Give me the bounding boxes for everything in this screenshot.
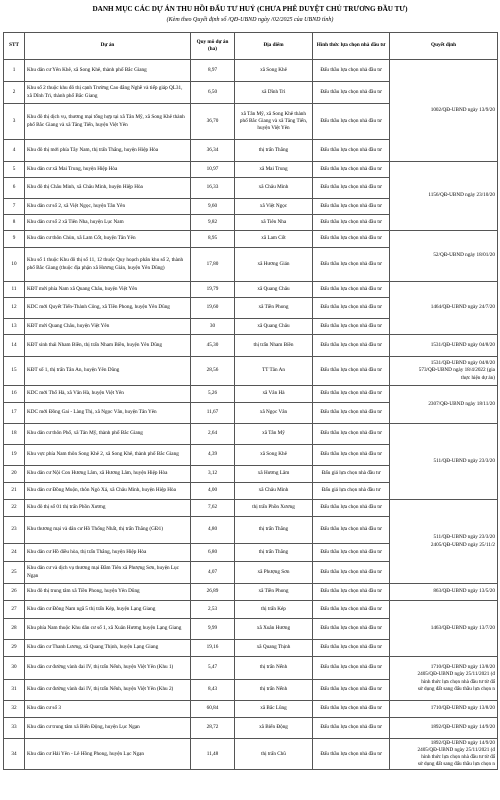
row-location: xã Hương Lâm — [235, 466, 313, 483]
row-area: 9,99 — [191, 619, 235, 640]
row-project: Khu phía Nam thuộc Khu dân cư số 1, xã Xuân Hương huyện Lạng Giang — [25, 619, 191, 640]
decision-text: 1531/QĐ-UBND ngày 04/8/20 — [430, 341, 495, 348]
table-row — [4, 424, 498, 445]
row-location: xã Lam Cốt — [235, 231, 313, 248]
row-project: Khu dân cư số 2 xã Tiên Nha, huyện Lục Nam — [25, 215, 191, 231]
row-method: Đấu thầu lựa chọn nhà đầu tư — [313, 680, 390, 701]
row-location: xã Quang Châu — [235, 319, 313, 335]
document-subtitle: (Kèm theo Quyết định số /QĐ-UBND ngày /02/2025 của UBND tỉnh) — [166, 17, 334, 23]
row-location: thị trấn Nếnh — [235, 680, 313, 701]
row-method: Đấu thầu lựa chọn nhà đầu tư — [313, 178, 390, 199]
row-area: 8,95 — [191, 231, 235, 248]
row-area: 28,56 — [191, 357, 235, 386]
row-project: KDC mới Quyết Tiến-Thành Công, xã Tiền Phong, huyện Yên Dũng — [25, 298, 191, 319]
row-stt: 10 — [4, 248, 25, 282]
decision-text: 1464/QĐ-UBND ngày 24/7/20 — [430, 304, 495, 311]
row-area: 6,80 — [191, 544, 235, 562]
row-area: 7,62 — [191, 500, 235, 517]
row-project: Khu dân cư Đồng Muộn, thôn Ngò Xá, xã Châu Minh, huyện Hiệp Hòa — [25, 483, 191, 500]
decision-text: 1156/QĐ-UBND ngày 23/10/20 — [428, 192, 495, 199]
row-area: 30 — [191, 319, 235, 335]
row-method: Đấu thầu lựa chọn nhà đầu tư — [313, 424, 390, 445]
row-project: Khu dân cư số 2, xã Việt Ngọc, huyện Tân Yên — [25, 199, 191, 215]
decision-text: 1531/QĐ-UBND ngày 04/8/20 573/QĐ-UBND ngày 18/4/2022 (gia thực hiện dự án) — [418, 360, 495, 381]
row-method: Đấu thầu lựa chọn nhà đầu tư — [313, 248, 390, 282]
row-method: Đấu thầu lựa chọn nhà đầu tư — [313, 298, 390, 319]
row-location: xã Song Khê — [235, 60, 313, 82]
row-method: Đấu thầu lựa chọn nhà đầu tư — [313, 619, 390, 640]
row-area: 2,53 — [191, 601, 235, 619]
row-location: xã Xuân Hương — [235, 619, 313, 640]
row-project: Khu đô thị trung tâm xã Tiền Phong, huyện Yên Dũng — [25, 584, 191, 601]
col-header-method: Hình thức lựa chọn nhà đầu tư — [313, 33, 390, 60]
row-area: 17,80 — [191, 248, 235, 282]
decision-text: 1710/QĐ-UBND ngày 13/8/20 2405/QĐ-UBND ngày 25/11/2021 (đ hình thức lựa chọn nhà đầu tư từ đấ sử dụng đất sang đấu thầu lựa chọn n — [417, 664, 495, 692]
row-stt: 28 — [4, 619, 25, 640]
col-header-stt: STT — [4, 33, 25, 60]
row-method: Đấu giá lựa chọn nhà đầu tư — [313, 466, 390, 483]
row-project: Khu dân cư và dịch vụ thương mại Đầm Tiên xã Phượng Sơn, huyện Lục Ngạn — [25, 562, 191, 584]
decision-text: 1710/QĐ-UBND ngày 13/8/20 — [430, 705, 495, 712]
row-decision — [390, 601, 498, 657]
row-method: Đấu thầu lựa chọn nhà đầu tư — [313, 335, 390, 357]
row-stt: 20 — [4, 466, 25, 483]
row-location: xã Mai Trung — [235, 162, 313, 178]
row-location: thị trấn Kép — [235, 601, 313, 619]
row-area: 9,82 — [191, 215, 235, 231]
row-stt: 1 — [4, 60, 25, 82]
row-stt: 9 — [4, 231, 25, 248]
decision-text: 511/QĐ-UBND ngày 23/3/20 2405/QĐ-UBND ngày 25/11/2 — [430, 534, 495, 548]
row-stt: 30 — [4, 657, 25, 680]
row-stt: 11 — [4, 282, 25, 298]
table-row — [4, 60, 498, 82]
table-row — [4, 162, 498, 178]
row-location: xã Phượng Sơn — [235, 562, 313, 584]
row-area: 16,33 — [191, 178, 235, 199]
row-method: Đấu thầu lựa chọn nhà đầu tư — [313, 282, 390, 298]
row-location: xã Song Khê — [235, 445, 313, 466]
row-project: Khu dân cư Đông Nam ngã 5 thị trấn Kép, huyện Lạng Giang — [25, 601, 191, 619]
row-method: Đấu thầu lựa chọn nhà đầu tư — [313, 601, 390, 619]
table-row — [4, 231, 498, 248]
row-method: Đấu thầu lựa chọn nhà đầu tư — [313, 82, 390, 104]
row-location: thị trấn Thắng — [235, 517, 313, 544]
row-decision — [390, 335, 498, 357]
row-location: xã Tân Mỹ, xã Song Khê thành phố Bắc Giang và xã Tăng Tiến, huyện Việt Yên — [235, 104, 313, 140]
row-decision — [390, 739, 498, 770]
row-method: Đấu thầu lựa chọn nhà đầu tư — [313, 739, 390, 770]
row-stt: 5 — [4, 162, 25, 178]
row-decision — [390, 718, 498, 739]
row-project: Khu dân cư số 3 — [25, 701, 191, 718]
row-location: xã Hương Gián — [235, 248, 313, 282]
row-method: Đấu thầu lựa chọn nhà đầu tư — [313, 445, 390, 466]
row-stt: 29 — [4, 640, 25, 657]
row-stt: 14 — [4, 335, 25, 357]
row-area: 6,50 — [191, 82, 235, 104]
row-location: TT Tân An — [235, 357, 313, 386]
row-area: 10,97 — [191, 162, 235, 178]
row-stt: 32 — [4, 701, 25, 718]
row-area: 45,30 — [191, 335, 235, 357]
row-decision — [390, 584, 498, 601]
row-project: KDC mới Đồng Gai - Làng Thị, xã Ngọc Vân, huyện Tân Yên — [25, 403, 191, 424]
row-project: Khu dân cư thôn Chùn, xã Lam Cốt, huyện Tân Yên — [25, 231, 191, 248]
row-project: KĐT số 1, thị trấn Tân An, huyện Yên Dũng — [25, 357, 191, 386]
row-project: Khu thương mại và dân cư Hồ Thống Nhất, thị trấn Thắng (GĐ1) — [25, 517, 191, 544]
row-method: Đấu thầu lựa chọn nhà đầu tư — [313, 357, 390, 386]
row-stt: 18 — [4, 424, 25, 445]
row-project: Khu đô thị số 01 thị trấn Phồn Xương — [25, 500, 191, 517]
decision-text: 863/QĐ-UBND ngày 13/5/20 — [433, 588, 495, 595]
decision-text: 1892/QĐ-UBND ngày 14/9/20 2405/QĐ-UBND ngày 25/11/2021 (đ hình thức lựa chọn nhà đầu tư từ đấ sử dụng đất sang đấu thầu lựa chọn n — [417, 740, 495, 768]
row-area: 5,26 — [191, 386, 235, 403]
row-method: Đấu thầu lựa chọn nhà đầu tư — [313, 231, 390, 248]
row-area: 28,72 — [191, 718, 235, 739]
decision-text: 1463/QĐ-UBND ngày 13/7/20 — [430, 624, 495, 631]
row-project: Khu dân cư Thanh Lương, xã Quang Thịnh, huyện Lạng Giang — [25, 640, 191, 657]
row-method: Đấu thầu lựa chọn nhà đầu tư — [313, 500, 390, 517]
row-location: xã Quang Châu — [235, 282, 313, 298]
row-stt: 33 — [4, 718, 25, 739]
row-location: thị trấn Nếnh — [235, 657, 313, 680]
row-location: xã Bắc Lũng — [235, 701, 313, 718]
row-location: xã Tân Mỹ — [235, 424, 313, 445]
row-stt: 22 — [4, 500, 25, 517]
row-method: Đấu thầu lựa chọn nhà đầu tư — [313, 104, 390, 140]
row-project: KĐT sinh thái Nham Biền, thị trấn Nham Biền, huyện Yên Dũng — [25, 335, 191, 357]
row-stt: 24 — [4, 544, 25, 562]
row-location: thị trấn Nham Biền — [235, 335, 313, 357]
row-method: Đấu thầu lựa chọn nhà đầu tư — [313, 701, 390, 718]
row-area: 36,34 — [191, 140, 235, 162]
row-method: Đấu thầu lựa chọn nhà đầu tư — [313, 403, 390, 424]
row-project: Khu số 1 thuộc Khu đô thị số 11, 12 thuộc Quy hoạch phân khu số 2, thành phố Bắc Giang (thuộc địa phận xã Hương Gián, huyện Yên Dũng) — [25, 248, 191, 282]
row-method: Đấu thầu lựa chọn nhà đầu tư — [313, 215, 390, 231]
row-stt: 13 — [4, 319, 25, 335]
row-project: Khu đô thị mới phía Tây Nam, thị trấn Thắng, huyện Hiệp Hòa — [25, 140, 191, 162]
decision-text: 52/QĐ-UBND ngày 18/01/20 — [433, 252, 495, 259]
row-area: 8,97 — [191, 60, 235, 82]
row-method: Đấu thầu lựa chọn nhà đầu tư — [313, 386, 390, 403]
row-area: 8,43 — [191, 680, 235, 701]
row-project: KĐT mới Quang Châu, huyện Việt Yên — [25, 319, 191, 335]
row-method: Đấu thầu lựa chọn nhà đầu tư — [313, 584, 390, 601]
row-location: xã Quang Thịnh — [235, 640, 313, 657]
table-row — [4, 335, 498, 357]
document-header — [0, 0, 500, 30]
row-location: xã Châu Minh — [235, 178, 313, 199]
row-location: thị trấn Chũ — [235, 739, 313, 770]
row-location: xã Biển Động — [235, 718, 313, 739]
row-decision — [390, 162, 498, 231]
row-area: 4,39 — [191, 445, 235, 466]
row-decision — [390, 701, 498, 718]
row-area: 26,89 — [191, 584, 235, 601]
row-area: 4,07 — [191, 562, 235, 584]
table-row — [4, 657, 498, 680]
table-row — [4, 282, 498, 298]
row-project: Khu đô thị Châu Minh, xã Châu Minh, huyện Hiệp Hòa — [25, 178, 191, 199]
row-method: Đấu thầu lựa chọn nhà đầu tư — [313, 640, 390, 657]
decision-text: 1002/QĐ-UBND ngày 13/9/20 — [430, 106, 495, 113]
row-method: Đấu thầu lựa chọn nhà đầu tư — [313, 60, 390, 82]
row-location: xã Vân Hà — [235, 386, 313, 403]
row-stt: 4 — [4, 140, 25, 162]
row-area: 60,84 — [191, 701, 235, 718]
table-row — [4, 357, 498, 386]
decision-text: 511/QĐ-UBND ngày 23/3/20 — [433, 457, 495, 464]
project-table — [3, 32, 498, 770]
row-method: Đấu thầu lựa chọn nhà đầu tư — [313, 562, 390, 584]
row-project: KDC mới Thổ Hà, xã Vân Hà, huyện Việt Yên — [25, 386, 191, 403]
row-stt: 17 — [4, 403, 25, 424]
row-project: Khu dân cư xã Mai Trung, huyện Hiệp Hòa — [25, 162, 191, 178]
row-area: 36,70 — [191, 104, 235, 140]
row-decision — [390, 424, 498, 500]
row-stt: 3 — [4, 104, 25, 140]
document-title: DANH MỤC CÁC DỰ ÁN THU HỒI ĐẤU TƯ HUỶ (CHƯA PHÊ DUYỆT CHỦ TRƯƠNG ĐẦU TƯ) — [92, 5, 408, 13]
row-decision — [390, 386, 498, 424]
row-project: Khu đô thị dịch vụ, thương mại tổng hợp tại xã Tân Mỹ, xã Song Khê thành phố Bắc Giang và xã Tăng Tiến, huyện Việt Yên — [25, 104, 191, 140]
col-header-location: Địa điểm — [235, 33, 313, 60]
row-area: 19,16 — [191, 640, 235, 657]
row-project: Khu dân cư đường vành đai IV, thị trấn Nếnh, huyện Việt Yên (Khu 2) — [25, 680, 191, 701]
row-project: Khu dân cư thôn Phố, xã Tân Mỹ, thành phố Bắc Giang — [25, 424, 191, 445]
row-method: Đấu thầu lựa chọn nhà đầu tư — [313, 718, 390, 739]
row-project: Khu dân cư Hồ điều hòa, thị trấn Thắng, huyện Hiệp Hòa — [25, 544, 191, 562]
row-area: 19,79 — [191, 282, 235, 298]
table-row — [4, 500, 498, 517]
row-stt: 8 — [4, 215, 25, 231]
row-project: Khu dân cư trung tâm xã Biển Động, huyện Lục Ngạn — [25, 718, 191, 739]
row-stt: 12 — [4, 298, 25, 319]
table-row — [4, 739, 498, 770]
row-location: thị trấn Thắng — [235, 140, 313, 162]
row-stt: 7 — [4, 199, 25, 215]
row-project: KĐT mới phía Nam xã Quang Châu, huyện Việt Yên — [25, 282, 191, 298]
row-stt: 34 — [4, 739, 25, 770]
row-stt: 27 — [4, 601, 25, 619]
row-decision — [390, 282, 498, 335]
col-header-decision: Quyết định — [390, 33, 498, 60]
row-method: Đấu thầu lựa chọn nhà đầu tư — [313, 657, 390, 680]
row-stt: 19 — [4, 445, 25, 466]
table-row — [4, 386, 498, 403]
row-location: xã Tiền Phong — [235, 584, 313, 601]
row-method: Đấu thầu lựa chọn nhà đầu tư — [313, 517, 390, 544]
table-row — [4, 718, 498, 739]
row-stt: 6 — [4, 178, 25, 199]
row-decision — [390, 657, 498, 701]
row-decision — [390, 357, 498, 386]
row-location: xã Tiền Phong — [235, 298, 313, 319]
row-method: Đấu thầu lựa chọn nhà đầu tư — [313, 199, 390, 215]
row-stt: 25 — [4, 562, 25, 584]
row-stt: 16 — [4, 386, 25, 403]
row-area: 4,00 — [191, 483, 235, 500]
row-area: 11,48 — [191, 739, 235, 770]
row-location: xã Việt Ngọc — [235, 199, 313, 215]
row-stt: 23 — [4, 517, 25, 544]
table-row — [4, 701, 498, 718]
row-area: 19,60 — [191, 298, 235, 319]
row-location: thị trấn Thắng — [235, 544, 313, 562]
row-area: 5,47 — [191, 657, 235, 680]
row-area: 11,67 — [191, 403, 235, 424]
row-decision — [390, 500, 498, 584]
row-location: xã Dĩnh Trì — [235, 82, 313, 104]
row-project: Khu dân cư đường vành đai IV, thị trấn Nếnh, huyện Việt Yên (Khu 1) — [25, 657, 191, 680]
row-project: Khu dân cư Hải Yên - Lê Hồng Phong, huyện Lục Ngạn — [25, 739, 191, 770]
table-row — [4, 584, 498, 601]
row-area: 9,60 — [191, 199, 235, 215]
row-method: Đấu giá lựa chọn nhà đầu tư — [313, 483, 390, 500]
row-decision — [390, 60, 498, 162]
row-project: Khu vực phía Nam thôn Song Khê 2, xã Song Khê, thành phố Bắc Giang — [25, 445, 191, 466]
row-decision — [390, 231, 498, 282]
col-header-project: Dự án — [25, 33, 191, 60]
row-project: Khu dân cư Yên Khê, xã Song Khê, thành phố Bắc Giang — [25, 60, 191, 82]
row-location: xã Châu Minh — [235, 483, 313, 500]
row-method: Đấu thầu lựa chọn nhà đầu tư — [313, 544, 390, 562]
decision-text: 2307/QĐ-UBND ngày 18/11/20 — [428, 400, 495, 407]
row-area: 2,64 — [191, 424, 235, 445]
row-project: Khu số 2 thuộc khu đô thị cạnh Trường Cao đẳng Nghề và tiếp giáp QL31, xã Dĩnh Trì, thành phố Bắc Giang — [25, 82, 191, 104]
row-stt: 2 — [4, 82, 25, 104]
decision-text: 1892/QĐ-UBND ngày 14/9/20 — [430, 724, 495, 731]
row-method: Đấu thầu lựa chọn nhà đầu tư — [313, 140, 390, 162]
row-location: thị trấn Phồn Xương — [235, 500, 313, 517]
row-stt: 31 — [4, 680, 25, 701]
row-stt: 26 — [4, 584, 25, 601]
col-header-area: Quy mô dự án (ha) — [191, 33, 235, 60]
table-header-row — [4, 33, 498, 60]
row-stt: 15 — [4, 357, 25, 386]
row-area: 4,80 — [191, 517, 235, 544]
row-location: xã Ngọc Vân — [235, 403, 313, 424]
row-method: Đấu thầu lựa chọn nhà đầu tư — [313, 162, 390, 178]
row-area: 3,12 — [191, 466, 235, 483]
table-row — [4, 601, 498, 619]
row-stt: 21 — [4, 483, 25, 500]
row-project: Khu dân cư Nội Con Hương Lâm, xã Hương Lâm, huyện Hiệp Hòa — [25, 466, 191, 483]
row-method: Đấu thầu lựa chọn nhà đầu tư — [313, 319, 390, 335]
row-location: xã Tiên Nha — [235, 215, 313, 231]
